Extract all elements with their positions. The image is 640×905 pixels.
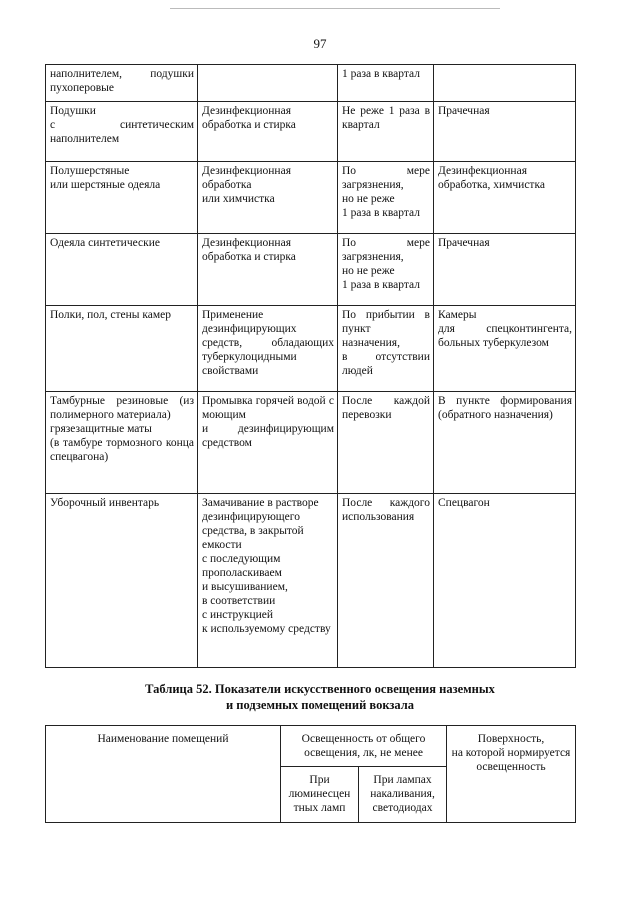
header-incandescent: При лампах накаливания, светодиодах (359, 767, 447, 823)
cell-location: Камеры для спецконтингента, больных туберкулезом (434, 306, 576, 392)
cell-method: Применение дезинфицирующих средств, обладающих туберкулоцидными свойствами (198, 306, 338, 392)
page-number: 97 (313, 36, 327, 51)
cell-method: Дезинфекционная обработка и стирка (198, 102, 338, 162)
cell-item: Подушки с синтетическим наполнителем (46, 102, 198, 162)
cell-item: Полушерстяные или шерстяные одеяла (46, 162, 198, 234)
cell-frequency: Не реже 1 раза в квартал (338, 102, 434, 162)
cell-location: Прачечная (434, 102, 576, 162)
caption-line-1: Таблица 52. Показатели искусственного освещения наземных (145, 682, 495, 696)
table-row (46, 102, 576, 162)
table-row (46, 65, 576, 102)
cell-location: Прачечная (434, 234, 576, 306)
cell-location (434, 65, 576, 102)
cell-frequency: По прибытии в пункт назначения, в отсутствии людей (338, 306, 434, 392)
cell-frequency: По мере загрязнения, но не реже 1 раза в квартал (338, 234, 434, 306)
cell-location: Дезинфекционная обработка, химчистка (434, 162, 576, 234)
table-row (46, 494, 576, 668)
lighting-table (45, 725, 576, 823)
top-rule (170, 8, 500, 9)
cell-frequency: 1 раза в квартал (338, 65, 434, 102)
cell-method: Промывка горячей водой с моющим и дезинфицирующим средством (198, 392, 338, 494)
cell-frequency: После каждой перевозки (338, 392, 434, 494)
table-caption (0, 681, 640, 713)
cell-location: В пункте формирования (обратного назначения) (434, 392, 576, 494)
table-row (46, 162, 576, 234)
caption-line-2: и подземных помещений вокзала (225, 698, 415, 712)
cell-method: Замачивание в растворе дезинфицирующего средства, в закрытой емкости с последующим прополаскиваем и высушиванием, в соответствии с инструкцией к используемому средству (198, 494, 338, 668)
cell-method: Дезинфекционная обработка или химчистка (198, 162, 338, 234)
cell-frequency: По мере загрязнения, но не реже 1 раза в квартал (338, 162, 434, 234)
cell-location: Спецвагон (434, 494, 576, 668)
cell-method: Дезинфекционная обработка и стирка (198, 234, 338, 306)
cell-item: Одеяла синтетические (46, 234, 198, 306)
disinfection-table (45, 64, 576, 668)
header-illuminance: Освещенность от общего освещения, лк, не менее (281, 726, 447, 767)
cell-method (198, 65, 338, 102)
cell-item: Тамбурные резиновые (из полимерного материала) грязезащитные маты (в тамбуре тормозного конца спецвагона) (46, 392, 198, 494)
cell-frequency: После каждого использования (338, 494, 434, 668)
table-row (46, 306, 576, 392)
header-surface: Поверхность, на которой нормируется освещенность (447, 726, 576, 823)
cell-item: Уборочный инвентарь (46, 494, 198, 668)
header-room-name: Наименование помещений (46, 726, 281, 823)
table-row (46, 234, 576, 306)
cell-item: Полки, пол, стены камер (46, 306, 198, 392)
cell-item: наполнителем, подушки пухоперовые (46, 65, 198, 102)
header-fluorescent: При люминесцен тных ламп (281, 767, 359, 823)
table-row (46, 392, 576, 494)
